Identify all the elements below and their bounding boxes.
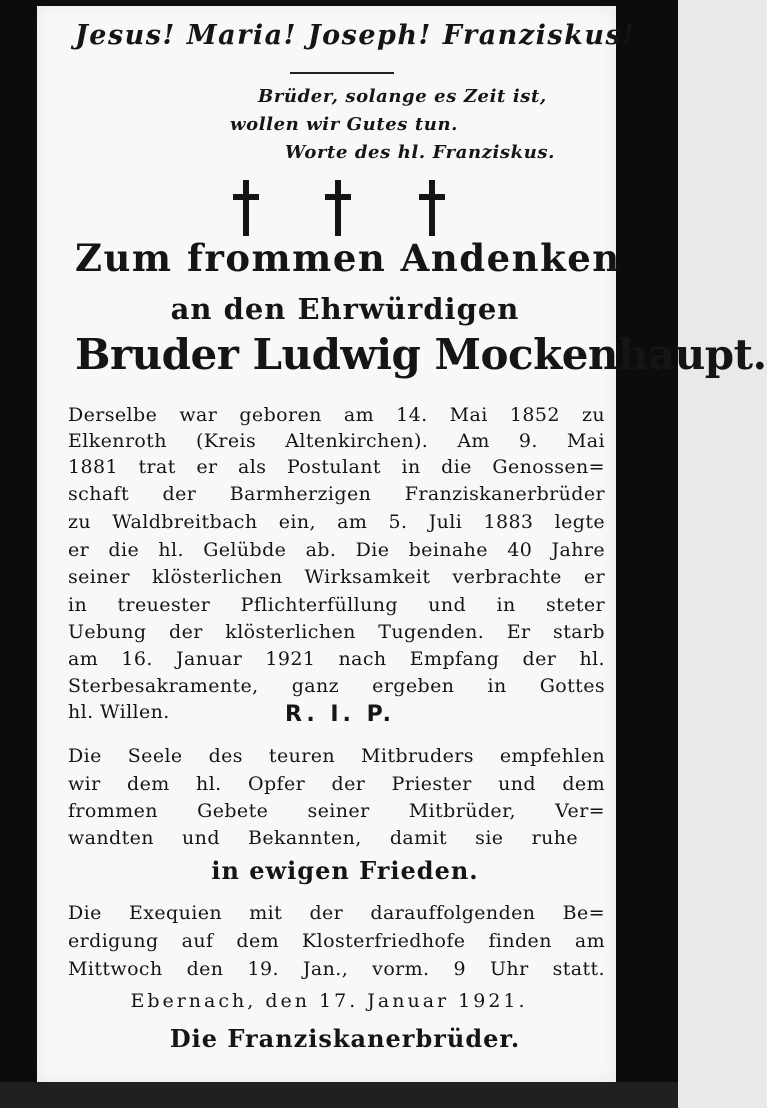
three-crosses: [229, 180, 469, 236]
biography-line: Sterbesakramente, ganz ergeben in Gottes: [68, 675, 605, 697]
dateline: Ebernach, den 17. Januar 1921.: [130, 990, 528, 1012]
rip-mark: R. I. P.: [285, 702, 396, 727]
memorial-title: Zum frommen Andenken: [75, 236, 621, 280]
cross-icon: [325, 180, 351, 236]
prayer-line: Die Seele des teuren Mitbruders empfehlen: [68, 745, 605, 767]
biography-line: zu Waldbreitbach ein, am 5. Juli 1883 legte: [68, 511, 605, 533]
funeral-line: erdigung auf dem Klosterfriedhofe finden am: [68, 930, 605, 952]
cross-icon: [419, 180, 445, 236]
prayer-line: frommen Gebete seiner Mitbrüder, Ver=: [68, 800, 605, 822]
invocation-header: Jesus! Maria! Joseph! Franziskus!: [75, 20, 636, 51]
signature: Die Franziskanerbrüder.: [169, 1024, 521, 1053]
biography-line: schaft der Barmherzigen Franziskanerbrüder: [68, 483, 605, 505]
biography-line: am 16. Januar 1921 nach Empfang der hl.: [68, 648, 605, 670]
biography-line: hl. Willen.: [68, 701, 170, 723]
funeral-line: Mittwoch den 19. Jan., vorm. 9 Uhr statt.: [68, 958, 605, 980]
cross-icon: [233, 180, 259, 236]
prayer-closing: in ewigen Frieden.: [211, 856, 479, 885]
funeral-line: Die Exequien mit der darauffolgenden Be=: [68, 902, 605, 924]
memorial-card: [37, 6, 767, 1082]
biography-line: in treuester Pflichterfüllung und in steter: [68, 594, 605, 616]
prayer-line: wir dem hl. Opfer der Priester und dem: [68, 773, 605, 795]
biography-line: Derselbe war geboren am 14. Mai 1852 zu: [68, 404, 605, 426]
biography-line: Elkenroth (Kreis Altenkirchen). Am 9. Mai: [68, 430, 605, 452]
quote-attribution: Worte des hl. Franziskus.: [285, 142, 556, 163]
quote-line-2: wollen wir Gutes tun.: [230, 114, 459, 135]
bottom-border-strip: [0, 1082, 678, 1108]
biography-line: seiner klösterlichen Wirksamkeit verbrachte er: [68, 566, 605, 588]
biography-line: Uebung der klösterlichen Tugenden. Er starb: [68, 621, 605, 643]
biography-line: 1881 trat er als Postulant in die Genossen=: [68, 456, 605, 478]
header-divider: [290, 72, 394, 74]
deceased-name: Bruder Ludwig Mockenhaupt.: [75, 330, 767, 379]
quote-line-1: Brüder, solange es Zeit ist,: [258, 86, 547, 107]
memorial-subtitle: an den Ehrwürdigen: [170, 292, 520, 326]
biography-line: er die hl. Gelübde ab. Die beinahe 40 Jahre: [68, 539, 605, 561]
prayer-line: wandten und Bekannten, damit sie ruhe: [68, 827, 578, 849]
